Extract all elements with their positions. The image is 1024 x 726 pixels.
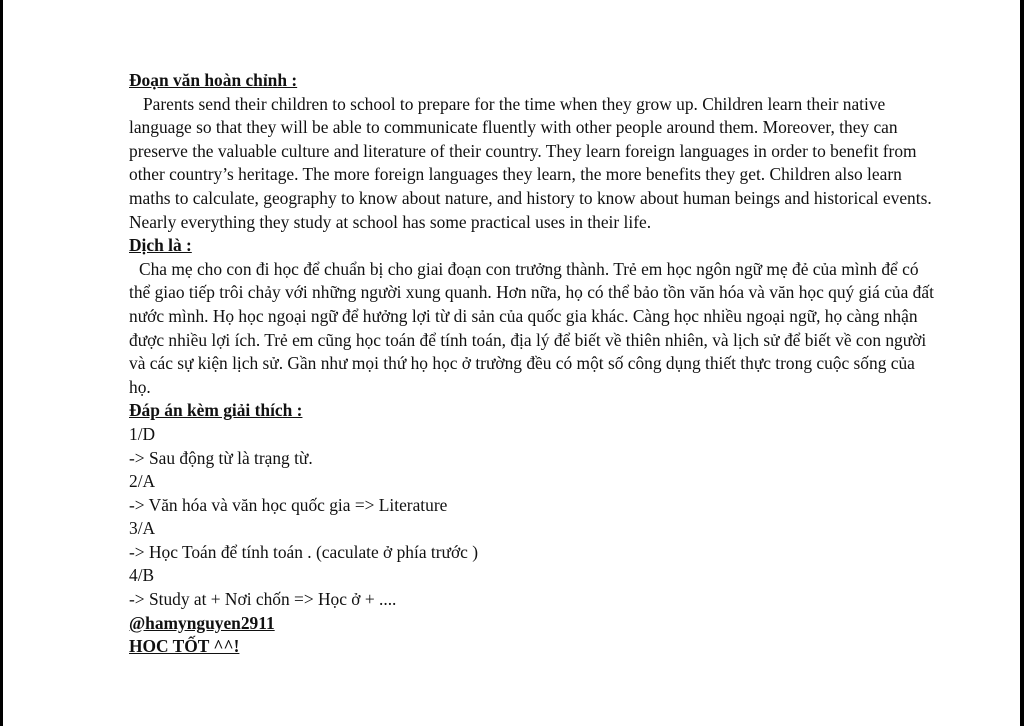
vietnamese-paragraph: Cha mẹ cho con đi học để chuẩn bị cho giai đoạn con trưởng thành. Trẻ em học ngôn ngữ mẹ đẻ của mình để có thể giao tiếp trôi chảy với những người xung quanh. Hơn nữa, họ có thể bảo tồn văn hóa và văn học quý giá của đất nước mình. Họ học ngoại ngữ để hưởng lợi từ di sản của quốc gia khác. Càng học nhiều ngoại ngữ, họ càng nhận được nhiều lợi ích. Trẻ em cũng học toán để tính toán, địa lý để biết về thiên nhiên, và lịch sử để biết về con người và các sự kiện lịch sử. Gần như mọi thứ họ học ở trường đều có một số công dụng thiết thực trong cuộc sống của họ. bbox=[129, 258, 934, 397]
answer-4-explanation: -> Study at + Nơi chốn => Học ở + .... bbox=[129, 589, 397, 610]
document-body bbox=[129, 69, 939, 659]
complete-paragraph-heading bbox=[129, 69, 939, 93]
answer-4-key: 4/B bbox=[129, 565, 155, 586]
answers-heading: Đáp án kèm giải thích : bbox=[129, 400, 303, 421]
answer-1-key: 1/D bbox=[129, 423, 156, 444]
answer-1-explanation: -> Sau động từ là trạng từ. bbox=[129, 447, 313, 468]
answer-2-key: 2/A bbox=[129, 471, 156, 492]
answer-3-key: 3/A bbox=[129, 518, 156, 539]
closing-message: HOC TỐT ^^! bbox=[129, 636, 240, 657]
author-handle: @hamynguyen2911 bbox=[129, 612, 275, 633]
answer-2-explanation: -> Văn hóa và văn học quốc gia => Literature bbox=[129, 494, 448, 515]
english-paragraph: Parents send their children to school to prepare for the time when they grow up. Children learn their native language so that they will be able to communicate fluently with other people around them. Moreover, they can preserve the valuable culture and literature of their country. They learn foreign languages in order to benefit from other country’s heritage. The more foreign languages they learn, the more benefits they get. Children also learn maths to calculate, geography to know about nature, and history to know about human beings and historical events. Nearly everything they study at school has some practical uses in their life. bbox=[129, 93, 932, 232]
complete-paragraph-heading-text: Đoạn văn hoàn chỉnh : bbox=[129, 70, 298, 90]
answer-3-explanation: -> Học Toán để tính toán . (caculate ở phía trước ) bbox=[129, 541, 478, 562]
translation-heading: Dịch là : bbox=[129, 235, 192, 256]
